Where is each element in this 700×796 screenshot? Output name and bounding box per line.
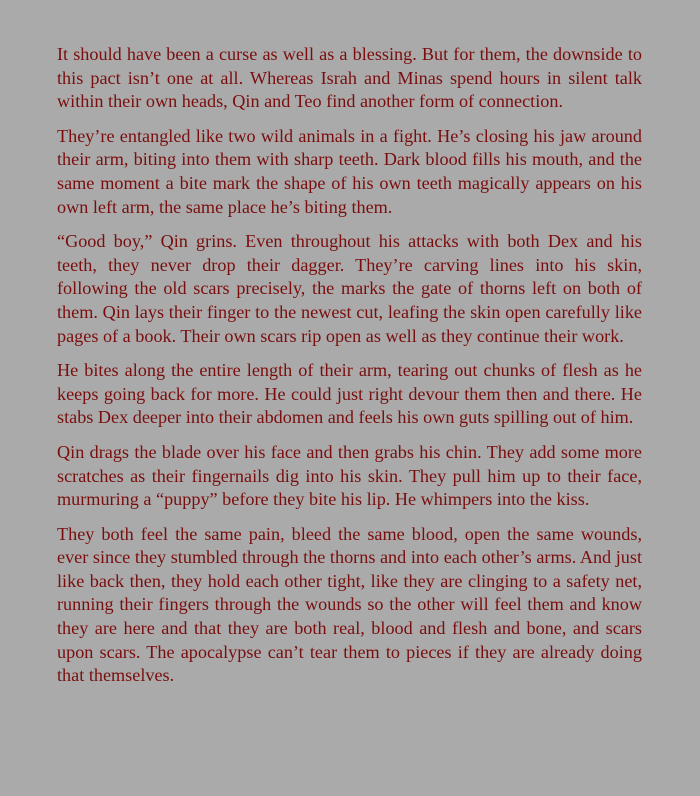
- paragraph-2: They’re entangled like two wild animals in a fight. He’s closing his jaw around their arm, biting into them with sharp teeth. Dark blood fills his mouth, and the same moment a bite mark the shape of his own teeth magically appears on his own left arm, the same place he’s biting them.: [57, 125, 642, 217]
- paragraph-3: “Good boy,” Qin grins. Even throughout his attacks with both Dex and his teeth, they never drop their dagger. They’re carving lines into his skin, following the old scars precisely, the marks the gate of thorns left on both of them. Qin lays their finger to the newest cut, leafing the skin open carefully like pages of a book. Their own scars rip open as well as they continue their work.: [57, 231, 642, 346]
- paragraph-6: They both feel the same pain, bleed the same blood, open the same wounds, ever since they stumbled through the thorns and into each other’s arms. And just like back then, they hold each other tight, like they are clinging to a safety net, running their fingers through the wounds so the other will feel them and know they are here and that they are both real, blood and flesh and bone, and scars upon scars. The apocalypse can’t tear them to pieces if they are already doing that themselves.: [57, 523, 642, 686]
- paragraph-4: He bites along the entire length of their arm, tearing out chunks of flesh as he keeps going back for more. He could just right devour them then and there. He stabs Dex deeper into their abdomen and feels his own guts spilling out of him.: [57, 360, 642, 428]
- paragraph-1: It should have been a curse as well as a blessing. But for them, the downside to this pact isn’t one at all. Whereas Israh and Minas spend hours in silent talk within their own heads, Qin and Teo find another form of connection.: [57, 44, 642, 112]
- paragraph-5: Qin drags the blade over his face and then grabs his chin. They add some more scratches as their fingernails dig into his skin. They pull him up to their face, murmuring a “puppy” before they bite his lip. He whimpers into the kiss.: [57, 441, 642, 510]
